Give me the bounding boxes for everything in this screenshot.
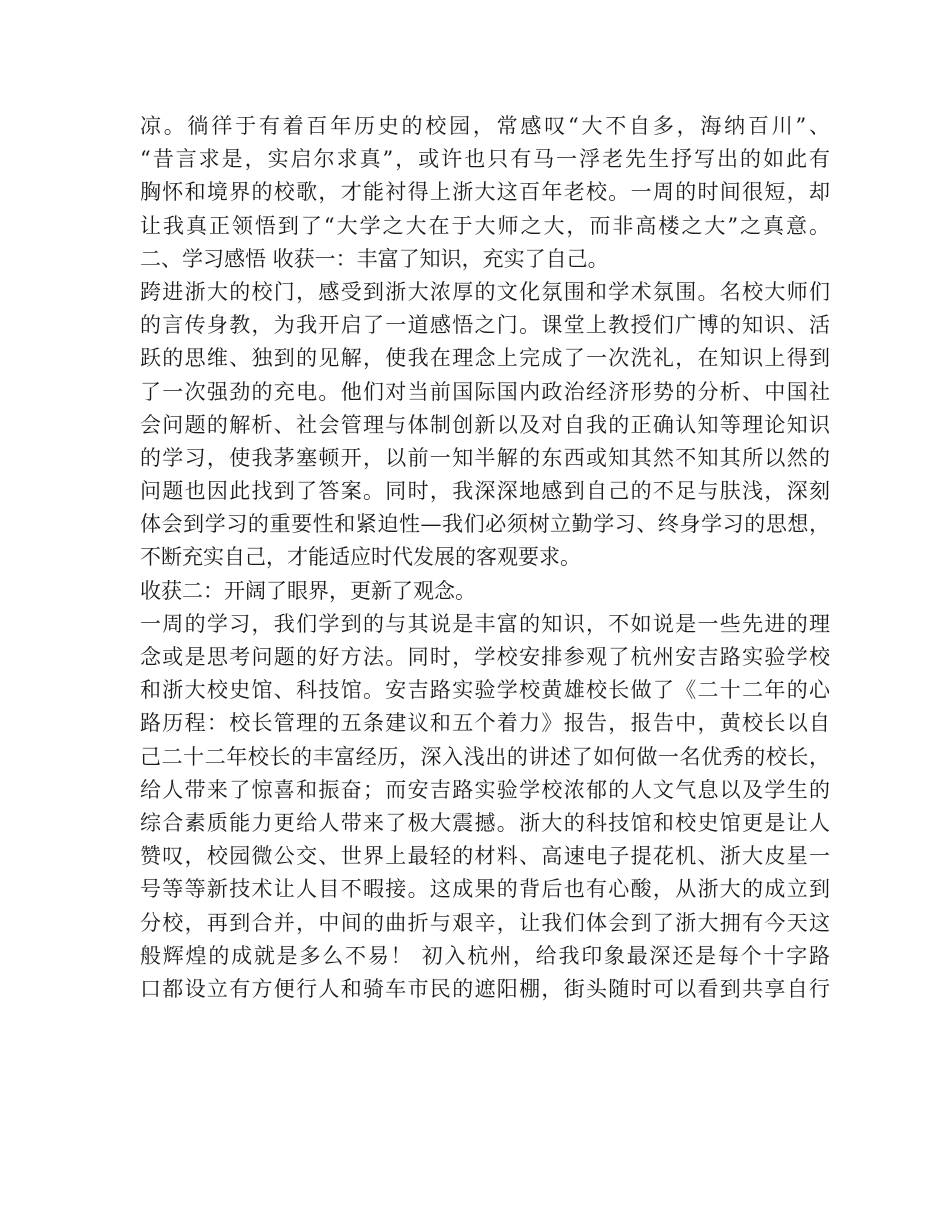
text-line: 的学习，使我茅塞顿开，以前一知半解的东西或知其然不知其所以然的 bbox=[140, 445, 830, 470]
text-line: 了一次强劲的充电。他们对当前国际国内政治经济形势的分析、中国社 bbox=[140, 379, 830, 404]
text-line: 号等等新技术让人目不暇接。这成果的背后也有心酸，从浙大的成立到 bbox=[140, 877, 830, 902]
text-line: 口都设立有方便行人和骑车市民的遮阳棚，街头随时可以看到共享自行 bbox=[140, 976, 830, 1001]
text-line: 二、学习感悟 收获一：丰富了知识，充实了自己。 bbox=[140, 246, 609, 271]
text-line: 己二十二年校长的丰富经历，深入浅出的讲述了如何做一名优秀的校长， bbox=[140, 744, 830, 769]
text-line: 和浙大校史馆、科技馆。安吉路实验学校黄雄校长做了《二十二年的心 bbox=[140, 678, 830, 703]
text-line: 凉。徜徉于有着百年历史的校园，常感叹“大不自多，海纳百川”、 bbox=[140, 114, 830, 138]
text-line: 赞叹，校园微公交、世界上最轻的材料、高速电子提花机、浙大皮星一 bbox=[140, 844, 830, 869]
text-line: 给人带来了惊喜和振奋；而安吉路实验学校浓郁的人文气息以及学生的 bbox=[140, 777, 830, 802]
text-line: 路历程：校长管理的五条建议和五个着力》报告，报告中，黄校长以自 bbox=[140, 711, 830, 736]
text-line: 跃的思维、独到的见解，使我在理念上完成了一次洗礼，在知识上得到 bbox=[140, 346, 830, 371]
document-body bbox=[140, 110, 830, 1006]
text-line: 不断充实自己，才能适应时代发展的客观要求。 bbox=[140, 545, 581, 570]
text-line: 一周的学习，我们学到的与其说是丰富的知识，不如说是一些先进的理 bbox=[140, 611, 830, 636]
text-line: 问题也因此找到了答案。同时，我深深地感到自己的不足与肤浅，深刻 bbox=[140, 479, 830, 504]
text-line: 般辉煌的成就是多么不易！ 初入杭州，给我印象最深还是每个十字路 bbox=[140, 943, 830, 968]
text-line: 胸怀和境界的校歌，才能衬得上浙大这百年老校。一周的时间很短，却 bbox=[140, 180, 830, 205]
text-line: 念或是思考问题的好方法。同时，学校安排参观了杭州安吉路实验学校 bbox=[140, 645, 830, 669]
text-line: 收获二：开阔了眼界，更新了观念。 bbox=[140, 578, 476, 603]
text-line: 的言传身教，为我开启了一道感悟之门。课堂上教授们广博的知识、活 bbox=[140, 313, 830, 338]
text-line: 综合素质能力更给人带来了极大震撼。浙大的科技馆和校史馆更是让人 bbox=[140, 810, 830, 835]
text-line: 体会到学习的重要性和紧迫性—我们必须树立勤学习、终身学习的思想， bbox=[140, 512, 830, 537]
text-line: “昔言求是，实启尔求真”，或许也只有马一浮老先生抒写出的如此有 bbox=[140, 147, 830, 172]
text-line: 分校，再到合并，中间的曲折与艰辛，让我们体会到了浙大拥有今天这 bbox=[140, 910, 830, 935]
text-line: 让我真正领悟到了“大学之大在于大师之大，而非高楼之大”之真意。 bbox=[140, 213, 830, 238]
text-line: 会问题的解析、社会管理与体制创新以及对自我的正确认知等理论知识 bbox=[140, 412, 830, 437]
text-line: 跨进浙大的校门，感受到浙大浓厚的文化氛围和学术氛围。名校大师们 bbox=[140, 279, 830, 304]
